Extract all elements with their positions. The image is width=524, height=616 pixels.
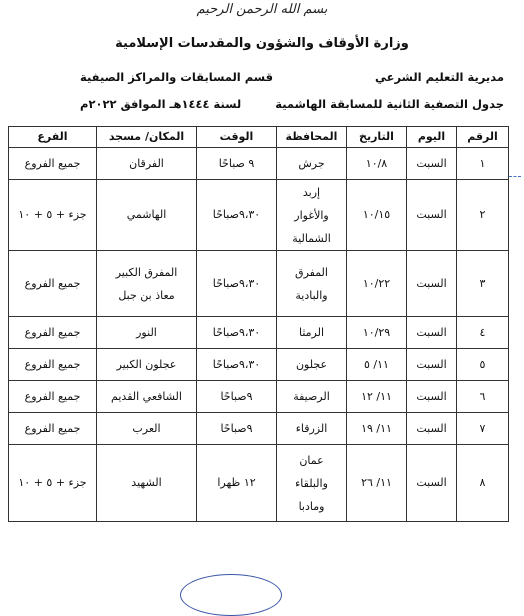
row-number: ٥: [457, 349, 509, 381]
row-mosque-line: معاذ بن جبل: [118, 288, 175, 302]
row-time: ٩،٣٠صباحًا: [197, 349, 277, 381]
row-mosque-line: الشافعي القديم: [111, 389, 182, 403]
row-branch: جميع الفروع: [9, 148, 97, 180]
row-date: ١٠/٨: [347, 148, 407, 180]
row-governorate-line: عجلون: [295, 357, 328, 371]
schedule-title: جدول التصفية الثانية للمسابقة الهاشمية: [275, 97, 504, 111]
column-header: المكان/ مسجد: [97, 127, 197, 148]
year-label: لسنة ١٤٤٤هـ الموافق ٢٠٢٢م: [80, 97, 242, 111]
row-mosque: [97, 251, 197, 317]
row-number: ٦: [457, 381, 509, 413]
column-header: الوقت: [197, 127, 277, 148]
row-governorate: [277, 381, 347, 413]
row-governorate: [277, 445, 347, 522]
table-row: [9, 349, 509, 381]
schedule-body: [9, 148, 509, 522]
row-date: ١١/ ١٩: [347, 413, 407, 445]
table-row: [9, 445, 509, 522]
row-governorate: [277, 148, 347, 180]
row-mosque: [97, 381, 197, 413]
row-day: السبت: [407, 381, 457, 413]
table-row: [9, 251, 509, 317]
row-governorate: [277, 251, 347, 317]
row-date: ١٠/٢٢: [347, 251, 407, 317]
row-mosque: [97, 445, 197, 522]
row-governorate: [277, 413, 347, 445]
table-row: [9, 381, 509, 413]
row-governorate-line: الزرقاء: [295, 421, 328, 435]
column-header: الفرع: [9, 127, 97, 148]
row-day: السبت: [407, 349, 457, 381]
schedule-table: [8, 126, 509, 522]
column-header: التاريخ: [347, 127, 407, 148]
row-governorate: [277, 349, 347, 381]
row-governorate-line: ومادبا: [298, 499, 325, 513]
official-stamp: [180, 574, 282, 616]
row-time: ٩،٣٠صباحًا: [197, 251, 277, 317]
row-mosque-line: الفرقان: [129, 156, 164, 170]
row-mosque-line: الشهيد: [131, 476, 162, 489]
row-mosque: [97, 180, 197, 251]
row-day: السبت: [407, 413, 457, 445]
row-branch: جميع الفروع: [9, 349, 97, 381]
row-number: ٧: [457, 413, 509, 445]
row-branch: جميع الفروع: [9, 317, 97, 349]
row-mosque-line: الهاشمي: [126, 208, 167, 221]
row-mosque-line: المفرق الكبير: [115, 265, 178, 279]
row-number: ١: [457, 148, 509, 180]
row-mosque: [97, 148, 197, 180]
row-day: السبت: [407, 180, 457, 251]
row-date: ١١/ ٥: [347, 349, 407, 381]
row-governorate: [277, 317, 347, 349]
row-branch: جزء + ٥ + ١٠: [9, 180, 97, 251]
row-branch: جميع الفروع: [9, 413, 97, 445]
ministry-title: وزارة الأوقاف والشؤون والمقدسات الإسلامية: [115, 36, 409, 51]
table-row: [9, 317, 509, 349]
row-date: ١٠/١٥: [347, 180, 407, 251]
row-number: ٨: [457, 445, 509, 522]
row-day: السبت: [407, 317, 457, 349]
row-branch: جميع الفروع: [9, 381, 97, 413]
row-mosque-line: عجلون الكبير: [116, 357, 177, 371]
table-header-row: [9, 127, 509, 148]
row-governorate: [277, 180, 347, 251]
department-label: قسم المسابقات والمراكز الصيفية: [80, 70, 274, 84]
row-time: ٩،٣٠صباحًا: [197, 180, 277, 251]
directorate-label: مديرية التعليم الشرعي: [375, 70, 504, 84]
column-header: المحافظة: [277, 127, 347, 148]
table-row: [9, 413, 509, 445]
basmala: بسم الله الرحمن الرحيم: [196, 2, 328, 17]
row-time: ٩ صباحًا: [197, 148, 277, 180]
row-time: ٩صباحًا: [197, 381, 277, 413]
row-date: ١٠/٢٩: [347, 317, 407, 349]
row-mosque-line: النور: [136, 325, 157, 339]
column-header: اليوم: [407, 127, 457, 148]
row-day: السبت: [407, 445, 457, 522]
row-governorate-line: جرش: [298, 156, 325, 170]
row-day: السبت: [407, 148, 457, 180]
row-governorate-line: المفرق: [295, 265, 328, 279]
row-mosque-line: العرب: [132, 421, 161, 435]
row-mosque: [97, 317, 197, 349]
row-governorate-line: والبادية: [295, 288, 328, 302]
margin-mark: [509, 176, 521, 179]
row-governorate-line: والبلقاء: [295, 476, 328, 490]
row-branch: جميع الفروع: [9, 251, 97, 317]
row-time: ٩صباحًا: [197, 413, 277, 445]
row-number: ٢: [457, 180, 509, 251]
row-mosque: [97, 413, 197, 445]
row-governorate-line: عمان: [299, 453, 324, 467]
row-time: ١٢ ظهرا: [197, 445, 277, 522]
row-day: السبت: [407, 251, 457, 317]
row-date: ١١/ ١٢: [347, 381, 407, 413]
row-governorate-line: الرمثا: [298, 325, 325, 339]
row-mosque: [97, 349, 197, 381]
table-row: [9, 148, 509, 180]
row-governorate-line: إربد: [302, 185, 321, 199]
row-date: ١١/ ٢٦: [347, 445, 407, 522]
row-number: ٤: [457, 317, 509, 349]
row-number: ٣: [457, 251, 509, 317]
table-row: [9, 180, 509, 251]
row-time: ٩،٣٠صباحًا: [197, 317, 277, 349]
row-governorate-line: الشمالية: [292, 231, 331, 245]
row-governorate-line: والأغوار: [294, 208, 329, 222]
row-branch: جزء + ٥ + ١٠: [9, 445, 97, 522]
column-header: الرقم: [457, 127, 509, 148]
row-governorate-line: الرصيفة: [293, 389, 330, 403]
